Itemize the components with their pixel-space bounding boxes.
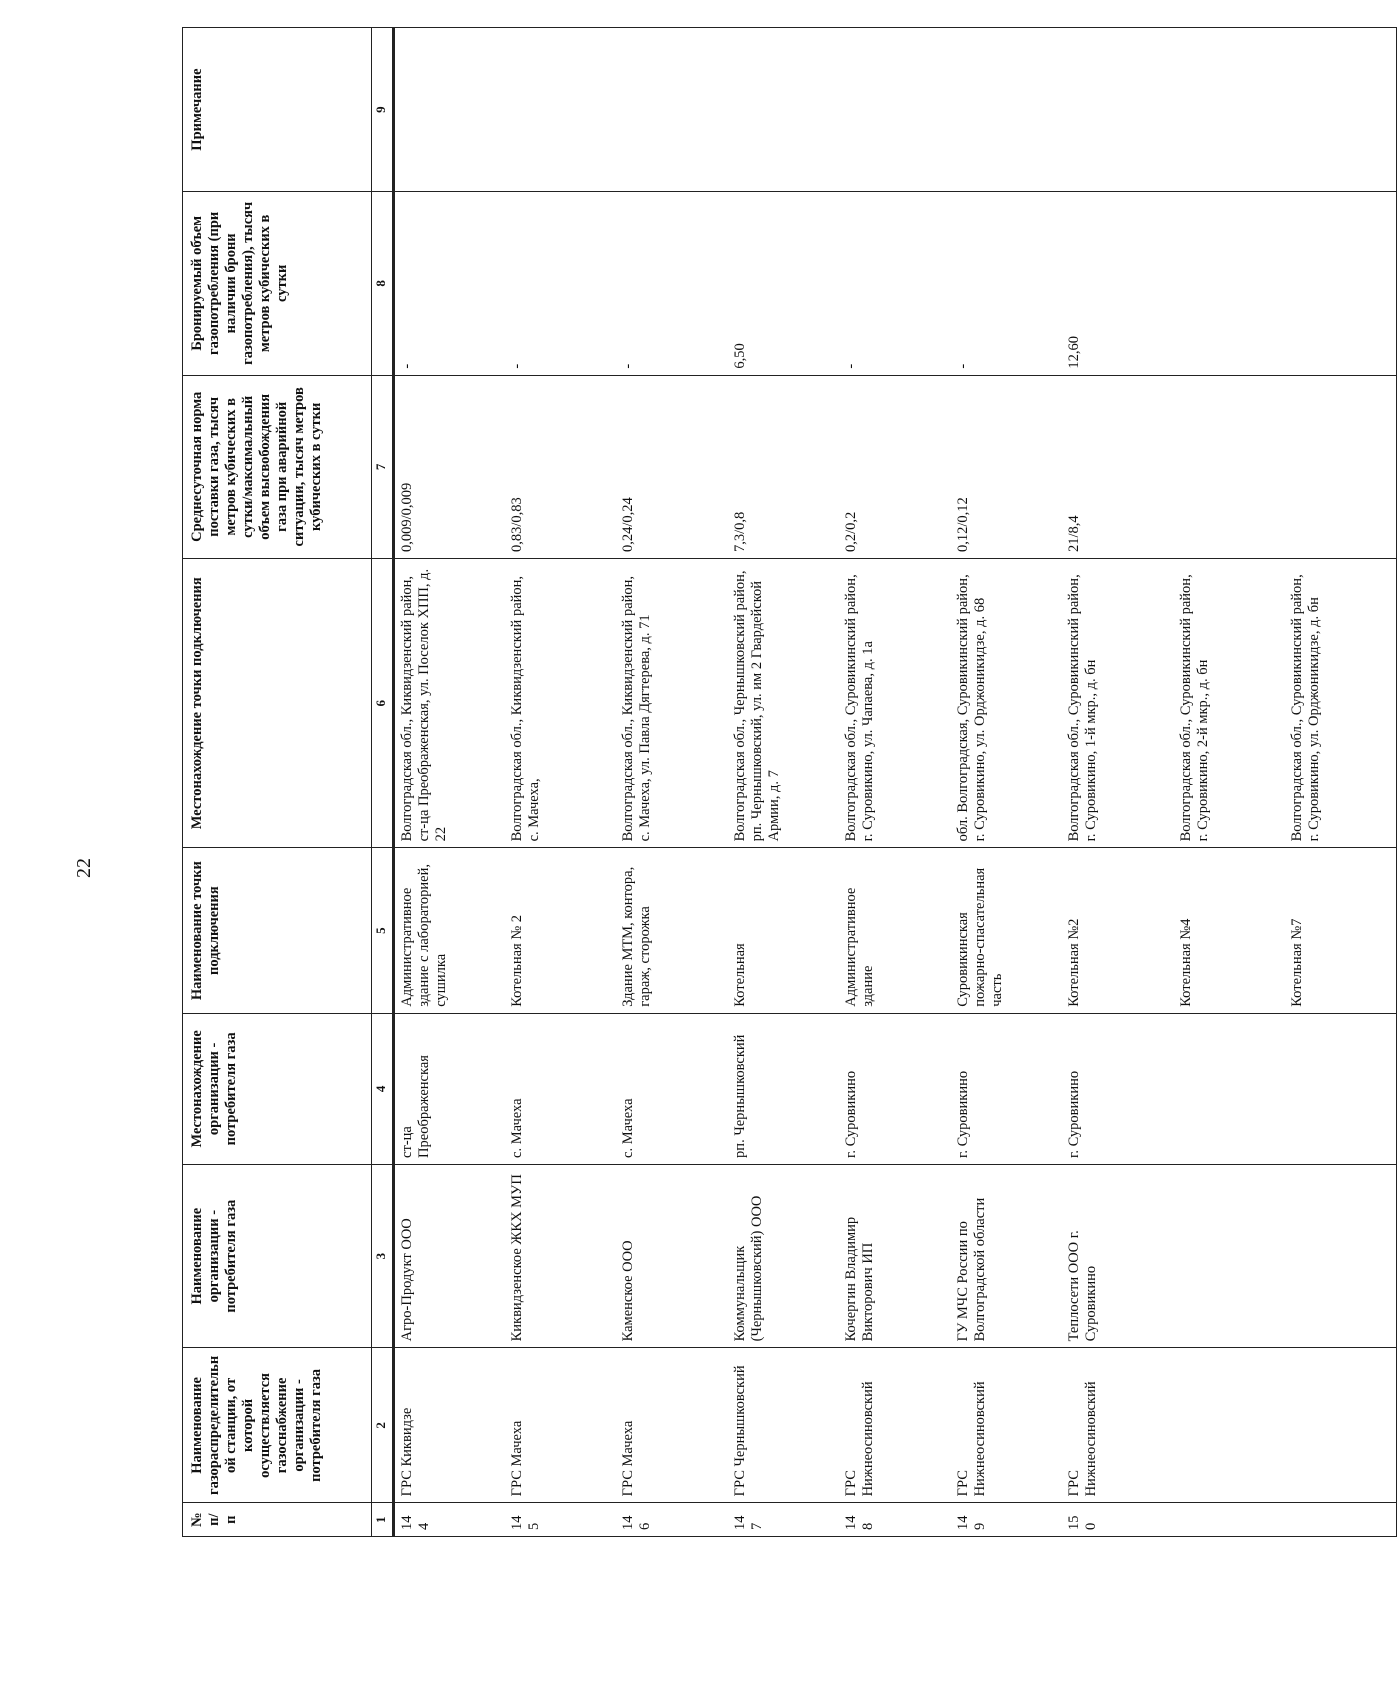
connection-point-location: Волгоградская обл., Чернышковский район, рп. Чернышковский, ул. им 2 Гвардейской Армии, д. 7	[728, 559, 839, 848]
table-row	[505, 28, 616, 1537]
organization-location: г. Суровикино	[839, 1013, 950, 1164]
connection-point-location: Волгоградская обл., Киквидзенский район, с. Мачеха, ул. Павла Дягтерева, д. 71	[616, 559, 727, 848]
station-name: ГРС Нижнеосиновский	[1062, 1348, 1173, 1503]
organization-location	[1174, 1013, 1285, 1164]
column-number: 5	[372, 848, 394, 1013]
organization-name: Коммунальщик (Чернышковский) ООО	[728, 1164, 839, 1347]
column-number: 4	[372, 1013, 394, 1164]
organization-name	[1285, 1164, 1397, 1347]
gas-consumers-table	[182, 27, 1397, 1537]
connection-point: Котельная №2	[1062, 848, 1173, 1013]
organization-location: г. Суровикино	[951, 1013, 1062, 1164]
daily-norm: 0,83/0,83	[505, 375, 616, 558]
reserved-volume: -	[951, 192, 1062, 375]
daily-norm	[1174, 375, 1285, 558]
reserved-volume: -	[505, 192, 616, 375]
station-name: ГРС Нижнеосиновский	[951, 1348, 1062, 1503]
organization-location: г. Суровикино	[1062, 1013, 1173, 1164]
column-number: 8	[372, 192, 394, 375]
connection-point: Административное здание с лабораторией, сушилка	[394, 848, 505, 1013]
organization-name: Кочергин Владимир Викторович ИП	[839, 1164, 950, 1347]
reserved-volume: -	[839, 192, 950, 375]
station-name: ГРС Киквидзе	[394, 1348, 505, 1503]
station-name: ГРС Нижнеосиновский	[839, 1348, 950, 1503]
note	[951, 28, 1062, 192]
daily-norm: 0,12/0,12	[951, 375, 1062, 558]
organization-name	[1174, 1164, 1285, 1347]
organization-name: ГУ МЧС России по Волгоградской области	[951, 1164, 1062, 1347]
connection-point: Котельная	[728, 848, 839, 1013]
station-name: ГРС Мачеха	[616, 1348, 727, 1503]
row-number: 144	[394, 1503, 505, 1537]
organization-location: с. Мачеха	[616, 1013, 727, 1164]
connection-point: Суровикинская пожарно-спасательная часть	[951, 848, 1062, 1013]
connection-point-location: Волгоградская обл., Суровикинский район, г. Суровикино, 2-й мкр., д. бн	[1174, 559, 1285, 848]
row-number: 149	[951, 1503, 1062, 1537]
column-number: 1	[372, 1503, 394, 1537]
table-row	[728, 28, 839, 1537]
row-number: 147	[728, 1503, 839, 1537]
row-number	[1174, 1503, 1285, 1537]
note	[505, 28, 616, 192]
header-organization-location: Местонахождение организации - потребителя газа	[183, 1013, 372, 1164]
column-number: 9	[372, 28, 394, 192]
header-connection-point: Наименование точки подключения	[183, 848, 372, 1013]
connection-point: Здание МТМ, контора, гараж, сторожка	[616, 848, 727, 1013]
connection-point-location: Волгоградская обл., Киквидзенский район, с. Мачеха,	[505, 559, 616, 848]
connection-point: Котельная № 2	[505, 848, 616, 1013]
organization-location: рп. Чернышковский	[728, 1013, 839, 1164]
row-number: 148	[839, 1503, 950, 1537]
reserved-volume: 6,50	[728, 192, 839, 375]
table-row	[1285, 28, 1397, 1537]
header-reserved-volume: Бронируемый объем газопотребления (при наличии брони газопотребления), тысяч метров кубических в сутки	[183, 192, 372, 375]
connection-point-location: Волгоградская обл., Суровикинский район, г. Суровикино, ул. Чапаева, д. 1а	[839, 559, 950, 848]
header-organization: Наименование организации - потребителя газа	[183, 1164, 372, 1347]
column-number: 6	[372, 559, 394, 848]
note	[616, 28, 727, 192]
table-row	[951, 28, 1062, 1537]
daily-norm: 0,24/0,24	[616, 375, 727, 558]
station-name: ГРС Чернышковский	[728, 1348, 839, 1503]
organization-name: Агро-Продукт ООО	[394, 1164, 505, 1347]
note	[1174, 28, 1285, 192]
reserved-volume: 12,60	[1062, 192, 1173, 375]
row-number: 150	[1062, 1503, 1173, 1537]
table-row	[839, 28, 950, 1537]
daily-norm: 0,009/0,009	[394, 375, 505, 558]
table-row	[394, 28, 505, 1537]
station-name: ГРС Мачеха	[505, 1348, 616, 1503]
note	[728, 28, 839, 192]
organization-name: Киквидзенское ЖКХ МУП	[505, 1164, 616, 1347]
reserved-volume: -	[394, 192, 505, 375]
station-name	[1285, 1348, 1397, 1503]
note	[1285, 28, 1397, 192]
daily-norm	[1285, 375, 1397, 558]
connection-point: Котельная №7	[1285, 848, 1397, 1013]
connection-point: Котельная №4	[1174, 848, 1285, 1013]
connection-point-location: Волгоградская обл., Суровикинский район, г. Суровикино, 1-й мкр., д. бн	[1062, 559, 1173, 848]
organization-location: с. Мачеха	[505, 1013, 616, 1164]
column-number: 7	[372, 375, 394, 558]
page-number: 22	[72, 858, 95, 878]
table-row	[616, 28, 727, 1537]
row-number	[1285, 1503, 1397, 1537]
reserved-volume	[1174, 192, 1285, 375]
note	[839, 28, 950, 192]
station-name	[1174, 1348, 1285, 1503]
table-header-row	[183, 28, 372, 1537]
organization-location	[1285, 1013, 1397, 1164]
daily-norm: 7,3/0,8	[728, 375, 839, 558]
column-number: 2	[372, 1348, 394, 1503]
reserved-volume: -	[616, 192, 727, 375]
header-note: Примечание	[183, 28, 372, 192]
connection-point-location: Волгоградская обл., Киквидзенский район, ст-ца Преображенская, ул. Поселок ХПП, д. 22	[394, 559, 505, 848]
organization-name: Каменское ООО	[616, 1164, 727, 1347]
note	[394, 28, 505, 192]
connection-point: Административное здание	[839, 848, 950, 1013]
header-daily-norm: Среднесуточная норма поставки газа, тысяч метров кубических в сутки/максимальный объем высвобождения газа при аварийной ситуации, тысяч метров кубических в сутки	[183, 375, 372, 558]
connection-point-location: Волгоградская обл., Суровикинский район, г. Суровикино, ул. Орджоникидзе, д. бн	[1285, 559, 1397, 848]
reserved-volume	[1285, 192, 1397, 375]
daily-norm: 0,2/0,2	[839, 375, 950, 558]
header-connection-point-location: Местонахождение точки подключения	[183, 559, 372, 848]
row-number: 145	[505, 1503, 616, 1537]
connection-point-location: обл. Волгоградская, Суровикинский район, г. Суровикино, ул. Орджоникидзе, д. 68	[951, 559, 1062, 848]
table-row	[1062, 28, 1173, 1537]
organization-name: Теплосети ООО г. Суровикино	[1062, 1164, 1173, 1347]
note	[1062, 28, 1173, 192]
table-row	[1174, 28, 1285, 1537]
column-number-row	[372, 28, 394, 1537]
header-station: Наименование газораспределительной станции, от которой осуществляется газоснабжение организации - потребителя газа	[183, 1348, 372, 1503]
daily-norm: 21/8,4	[1062, 375, 1173, 558]
organization-location: ст-ца Преображенская	[394, 1013, 505, 1164]
row-number: 146	[616, 1503, 727, 1537]
header-number: № п/п	[183, 1503, 372, 1537]
column-number: 3	[372, 1164, 394, 1347]
